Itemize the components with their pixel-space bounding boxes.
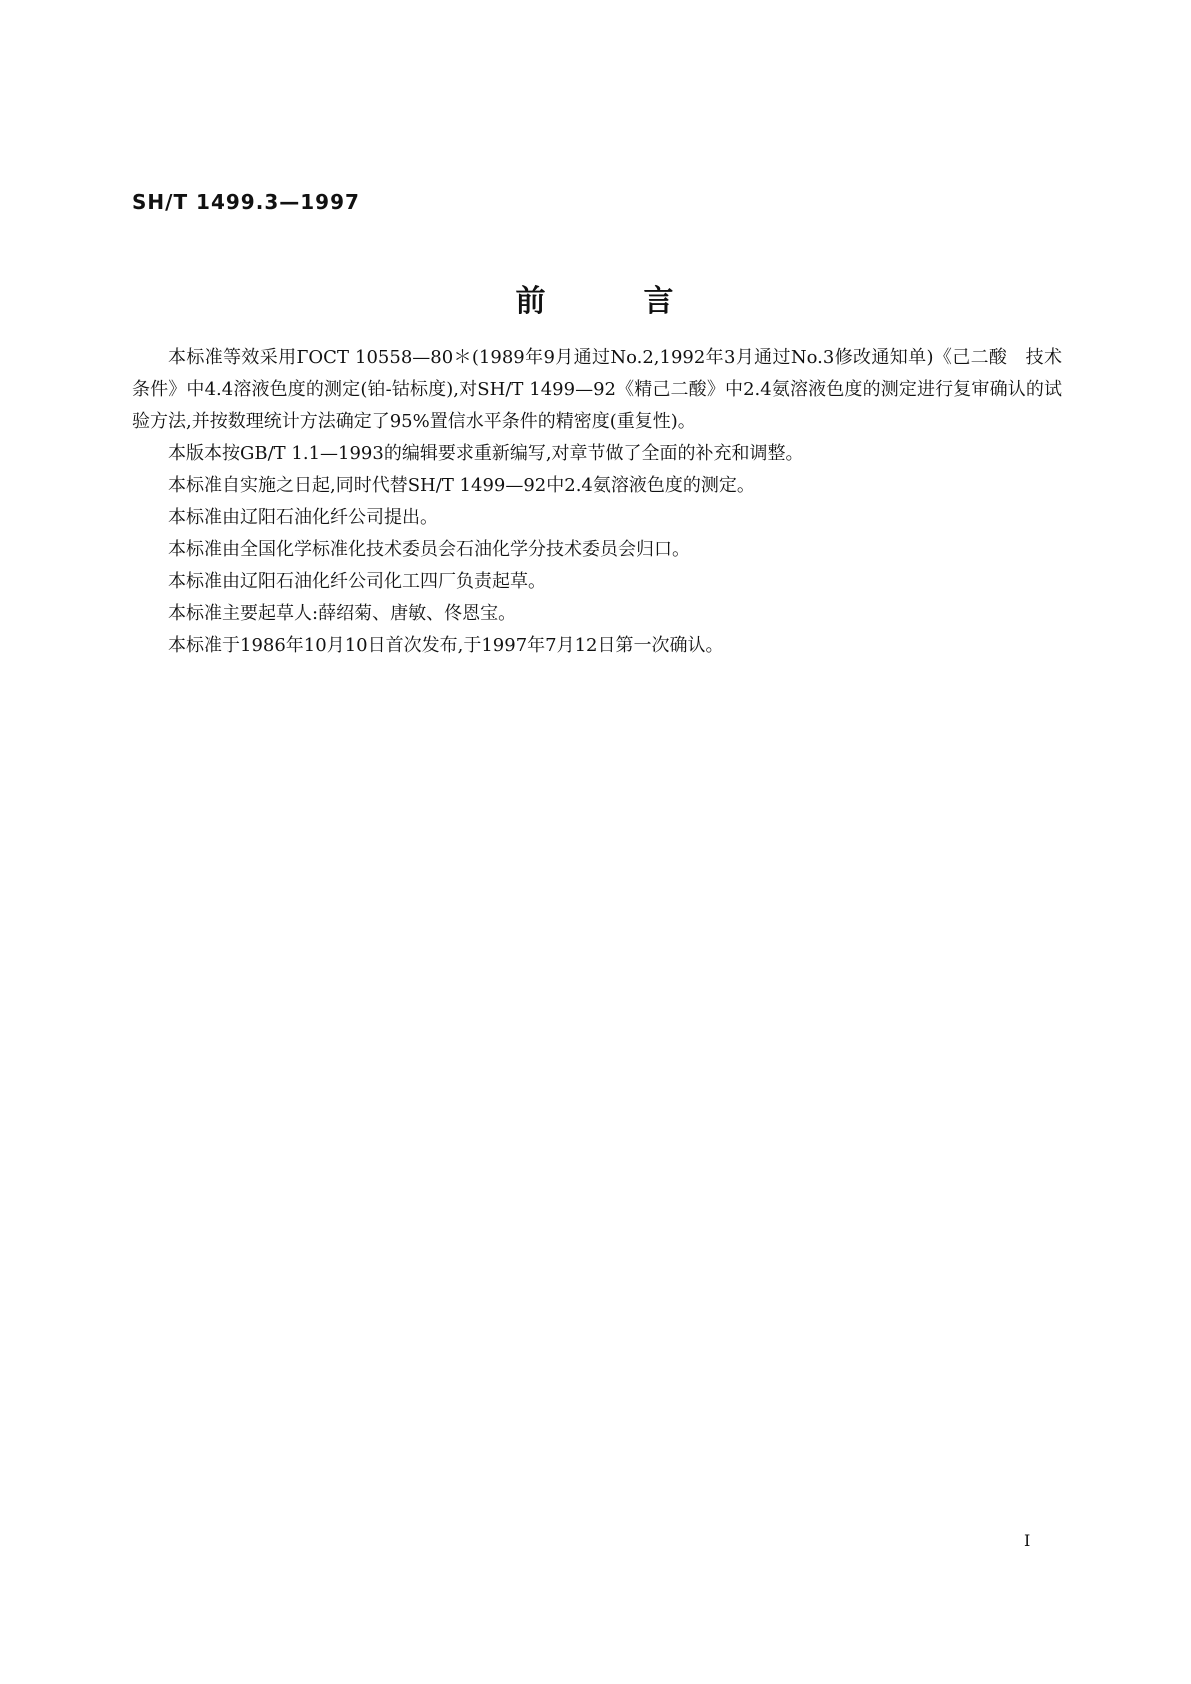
foreword-body xyxy=(132,342,1062,662)
page-title xyxy=(0,276,1191,320)
paragraph: 本标准由全国化学标准化技术委员会石油化学分技术委员会归口。 xyxy=(168,539,690,560)
paragraph: 本标准由辽阳石油化纤公司化工四厂负责起草。 xyxy=(168,571,546,592)
title-char-1: 前 xyxy=(515,284,548,319)
title-char-2: 言 xyxy=(643,284,676,319)
paragraph: 本标准主要起草人:薛绍菊、唐敏、佟恩宝。 xyxy=(168,603,517,624)
paragraph: 本版本按GB/T 1.1—1993的编辑要求重新编写,对章节做了全面的补充和调整。 xyxy=(168,443,804,464)
paragraph: 本标准由辽阳石油化纤公司提出。 xyxy=(168,507,438,528)
paragraph: 本标准自实施之日起,同时代替SH/T 1499—92中2.4氨溶液色度的测定。 xyxy=(168,475,755,496)
document-code: SH/T 1499.3—1997 xyxy=(132,190,360,214)
paragraph: 本标准于1986年10月10日首次发布,于1997年7月12日第一次确认。 xyxy=(168,635,724,656)
paragraph: 本标准等效采用ГОСТ 10558—80＊(1989年9月通过No.2,1992年3月通过No.3修改通知单)《己二酸 技术条件》中4.4溶液色度的测定(铂-钴标度),对SH/T 1499—92《精己二酸》中2.4氨溶液色度的测定进行复审确认的试验方法,并按数理统计方法确定了95%置信水平条件的精密度(重复性)。 xyxy=(132,347,1062,432)
page-number: I xyxy=(1024,1531,1031,1550)
